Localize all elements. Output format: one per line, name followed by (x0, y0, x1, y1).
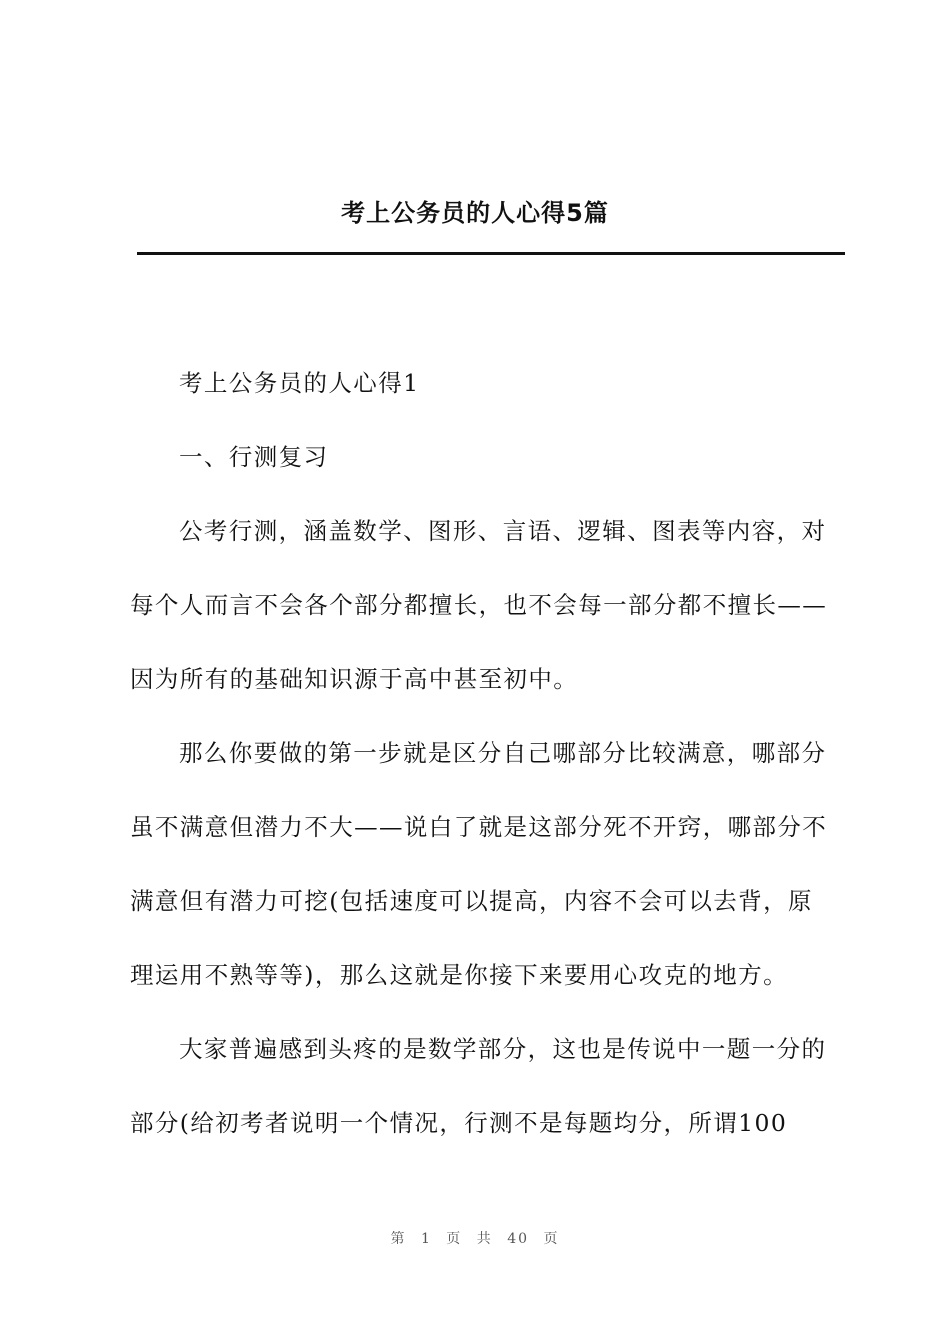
page-footer: 第 1 页 共 40 页 (390, 1231, 560, 1247)
subsection-heading: 一、行测复习 (179, 443, 329, 471)
paragraph-line: 因为所有的基础知识源于高中甚至初中。 (130, 665, 579, 693)
paragraph-line: 理运用不熟等等)，那么这就是你接下来要用心攻克的地方。 (130, 961, 788, 989)
paragraph-line: 每个人而言不会各个部分都擅长，也不会每一部分都不擅长—— (130, 591, 828, 619)
paragraph-line: 虽不满意但潜力不大——说白了就是这部分死不开窍，哪部分不 (130, 813, 828, 841)
paragraph-line: 部分(给初考者说明一个情况，行测不是每题均分，所谓100 (130, 1109, 788, 1137)
document-title: 考上公务员的人心得5篇 (341, 199, 609, 227)
paragraph-line: 公考行测，涵盖数学、图形、言语、逻辑、图表等内容，对 (179, 517, 827, 545)
title-divider (137, 252, 845, 255)
paragraph-line: 大家普遍感到头疼的是数学部分，这也是传说中一题一分的 (179, 1035, 827, 1063)
section-heading: 考上公务员的人心得1 (179, 369, 420, 397)
paragraph-line: 满意但有潜力可挖(包括速度可以提高，内容不会可以去背，原 (130, 887, 813, 915)
paragraph-line: 那么你要做的第一步就是区分自己哪部分比较满意，哪部分 (179, 739, 827, 767)
document-body (130, 346, 842, 1160)
